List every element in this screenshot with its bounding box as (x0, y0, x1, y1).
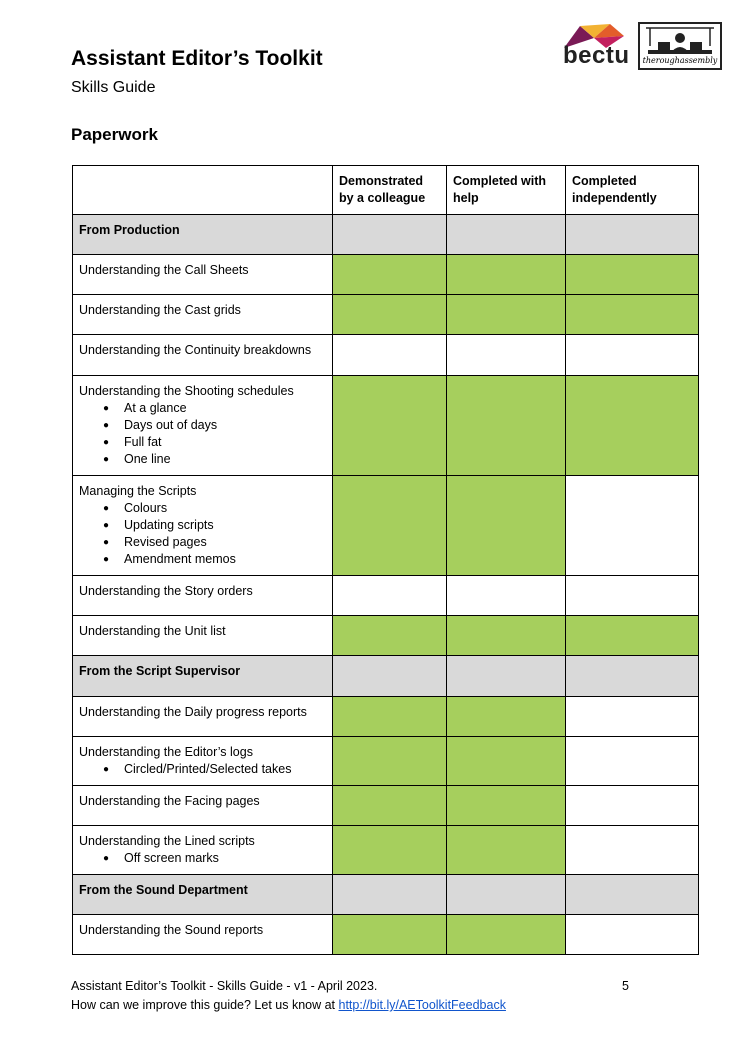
table-row (73, 826, 699, 875)
completed-independently-cell (566, 875, 699, 915)
skill-cell (73, 616, 333, 656)
section-label-cell (73, 875, 333, 915)
footer-feedback-text: How can we improve this guide? Let us know at (71, 998, 339, 1012)
section-row (73, 656, 699, 697)
completed-with-help-cell (447, 255, 566, 295)
completed-independently-cell (566, 786, 699, 826)
completed-with-help-cell (447, 915, 566, 955)
demonstrated-cell (333, 376, 447, 476)
section-label: From the Script Supervisor (79, 664, 241, 678)
section-heading: Paperwork (71, 125, 158, 144)
editor-silhouette-icon (640, 24, 720, 60)
table-row (73, 576, 699, 616)
section-label: From Production (79, 223, 180, 237)
skill-cell (73, 255, 333, 295)
skill-cell (73, 476, 333, 576)
completed-with-help-cell (447, 376, 566, 476)
table-row (73, 697, 699, 737)
demonstrated-cell (333, 915, 447, 955)
feedback-link[interactable]: http://bit.ly/AEToolkitFeedback (338, 998, 506, 1012)
demonstrated-cell (333, 826, 447, 875)
completed-with-help-cell (447, 616, 566, 656)
section-label: From the Sound Department (79, 883, 248, 897)
skill-cell (73, 376, 333, 476)
completed-independently-cell (566, 476, 699, 576)
footer-feedback (71, 998, 506, 1012)
sub-skill-list (79, 761, 326, 778)
demonstrated-cell (333, 476, 447, 576)
completed-independently-cell (566, 576, 699, 616)
table-header-row (73, 166, 699, 215)
table-row (73, 915, 699, 955)
page-number: 5 (622, 979, 629, 993)
the-rough-assembly-wordmark: theroughassembly (642, 56, 718, 65)
sub-skill-list (79, 850, 326, 867)
skill-label: Managing the Scripts (79, 484, 197, 498)
header-completed-with-help: Completed with help (447, 166, 566, 215)
document-title: Assistant Editor’s Toolkit (71, 47, 323, 70)
completed-independently-cell (566, 295, 699, 335)
sub-skill-item: ● At a glance (103, 400, 326, 417)
sub-skill-list (79, 500, 326, 568)
demonstrated-cell (333, 576, 447, 616)
completed-with-help-cell (447, 476, 566, 576)
skill-label: Understanding the Call Sheets (79, 263, 249, 277)
sub-skill-item: ● Revised pages (103, 534, 326, 551)
completed-with-help-cell (447, 576, 566, 616)
table-row (73, 335, 699, 376)
skill-label: Understanding the Shooting schedules (79, 384, 294, 398)
sub-skill-item: ● Circled/Printed/Selected takes (103, 761, 326, 778)
table-row (73, 376, 699, 476)
skill-cell (73, 295, 333, 335)
skill-label: Understanding the Lined scripts (79, 834, 255, 848)
sub-skill-item: ● Full fat (103, 434, 326, 451)
sub-skill-item: ● Updating scripts (103, 517, 326, 534)
skill-cell (73, 335, 333, 376)
demonstrated-cell (333, 875, 447, 915)
sub-skill-item: ● Off screen marks (103, 850, 326, 867)
completed-with-help-cell (447, 335, 566, 376)
completed-with-help-cell (447, 737, 566, 786)
completed-independently-cell (566, 215, 699, 255)
skill-cell (73, 826, 333, 875)
completed-independently-cell (566, 826, 699, 875)
sub-skill-item: ● Amendment memos (103, 551, 326, 568)
skill-label: Understanding the Continuity breakdowns (79, 343, 312, 357)
skill-label: Understanding the Unit list (79, 624, 226, 638)
sub-skill-item: ● Days out of days (103, 417, 326, 434)
document-subtitle: Skills Guide (71, 79, 156, 96)
completed-independently-cell (566, 656, 699, 697)
completed-independently-cell (566, 255, 699, 295)
skill-cell (73, 576, 333, 616)
table-row (73, 295, 699, 335)
skill-label: Understanding the Cast grids (79, 303, 241, 317)
demonstrated-cell (333, 335, 447, 376)
table-row (73, 786, 699, 826)
sub-skill-item: ● One line (103, 451, 326, 468)
completed-with-help-cell (447, 786, 566, 826)
skill-label: Understanding the Facing pages (79, 794, 260, 808)
skill-cell (73, 697, 333, 737)
completed-with-help-cell (447, 826, 566, 875)
header-skill-column (73, 166, 333, 215)
completed-with-help-cell (447, 875, 566, 915)
section-row (73, 215, 699, 255)
skill-label: Understanding the Editor’s logs (79, 745, 253, 759)
demonstrated-cell (333, 656, 447, 697)
header-completed-independently: Completed independently (566, 166, 699, 215)
section-label-cell (73, 656, 333, 697)
table-row (73, 616, 699, 656)
completed-independently-cell (566, 616, 699, 656)
skill-label: Understanding the Story orders (79, 584, 253, 598)
skill-cell (73, 786, 333, 826)
skills-table (72, 165, 699, 955)
demonstrated-cell (333, 616, 447, 656)
demonstrated-cell (333, 295, 447, 335)
section-label-cell (73, 215, 333, 255)
completed-with-help-cell (447, 215, 566, 255)
demonstrated-cell (333, 215, 447, 255)
completed-with-help-cell (447, 656, 566, 697)
demonstrated-cell (333, 697, 447, 737)
skill-label: Understanding the Sound reports (79, 923, 264, 937)
completed-with-help-cell (447, 295, 566, 335)
completed-independently-cell (566, 697, 699, 737)
demonstrated-cell (333, 786, 447, 826)
completed-independently-cell (566, 915, 699, 955)
skill-cell (73, 737, 333, 786)
table-row (73, 476, 699, 576)
the-rough-assembly-logo (638, 22, 722, 70)
footer-citation: Assistant Editor’s Toolkit - Skills Guide - v1 - April 2023. (71, 979, 378, 993)
table-row (73, 255, 699, 295)
skills-table-body (73, 215, 699, 955)
bectu-wordmark: bectu (563, 42, 630, 69)
table-row (73, 737, 699, 786)
completed-independently-cell (566, 376, 699, 476)
sub-skill-item: ● Colours (103, 500, 326, 517)
bectu-logo (560, 22, 628, 68)
section-row (73, 875, 699, 915)
completed-with-help-cell (447, 697, 566, 737)
sub-skill-list (79, 400, 326, 468)
completed-independently-cell (566, 335, 699, 376)
completed-independently-cell (566, 737, 699, 786)
header-demonstrated: Demonstrated by a colleague (333, 166, 447, 215)
demonstrated-cell (333, 255, 447, 295)
demonstrated-cell (333, 737, 447, 786)
skill-label: Understanding the Daily progress reports (79, 705, 307, 719)
skill-cell (73, 915, 333, 955)
